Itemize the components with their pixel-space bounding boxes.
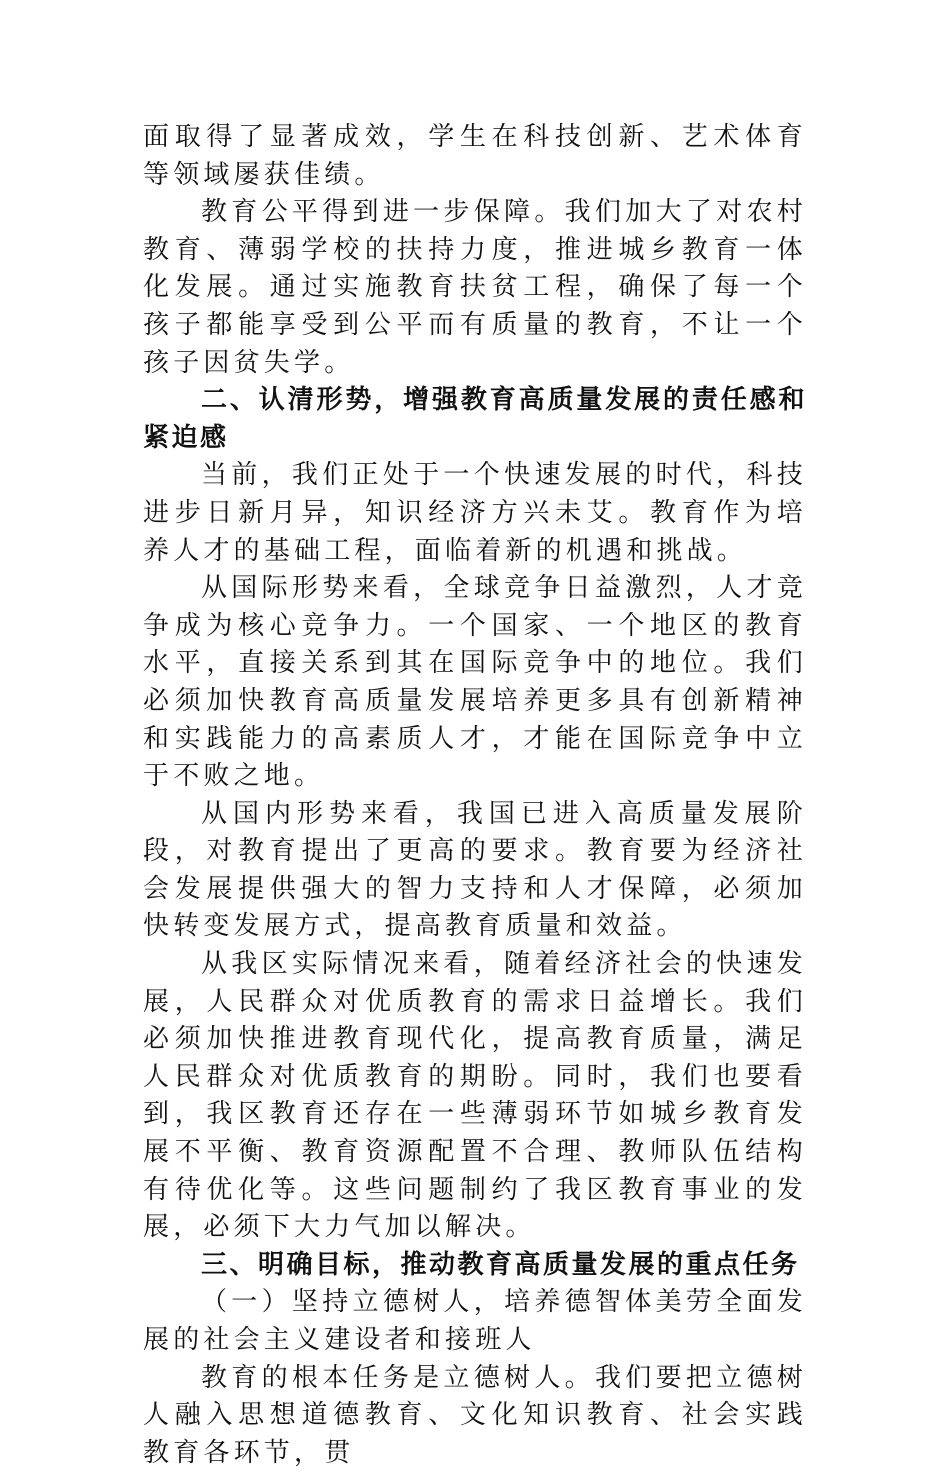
document-page — [143, 119, 807, 1472]
body-paragraph: 当前，我们正处于一个快速发展的时代，科技进步日新月异，知识经济方兴未艾。教育作为培养人才的基础工程，面临着新的机遇和挑战。 — [143, 460, 807, 566]
body-paragraph: 教育公平得到进一步保障。我们加大了对农村教育、薄弱学校的扶持力度，推进城乡教育一体化发展。通过实施教育扶贫工程，确保了每一个孩子都能享受到公平而有质量的教育，不让一个孩子因贫失学。 — [143, 197, 807, 378]
body-paragraph: 面取得了显著成效，学生在科技创新、艺术体育等领域屡获佳绩。 — [143, 122, 807, 190]
sub-heading: （一）坚持立德树人，培养德智体美劳全面发展的社会主义建设者和接班人 — [143, 1287, 807, 1355]
section-heading: 二、认清形势，增强教育高质量发展的责任感和紧迫感 — [143, 385, 807, 453]
body-paragraph: 从国际形势来看，全球竞争日益激烈，人才竞争成为核心竞争力。一个国家、一个地区的教育水平，直接关系到其在国际竞争中的地位。我们必须加快教育高质量发展培养更多具有创新精神和实践能力的高素质人才，才能在国际竞争中立于不败之地。 — [143, 573, 807, 792]
section-heading: 三、明确目标，推动教育高质量发展的重点任务 — [201, 1249, 800, 1280]
body-paragraph: 教育的根本任务是立德树人。我们要把立德树人融入思想道德教育、文化知识教育、社会实践教育各环节，贯 — [143, 1362, 807, 1468]
body-paragraph: 从我区实际情况来看，随着经济社会的快速发展，人民群众对优质教育的需求日益增长。我们必须加快推进教育现代化，提高教育质量，满足人民群众对优质教育的期盼。同时，我们也要看到，我区教育还存在一些薄弱环节如城乡教育发展不平衡、教育资源配置不合理、教师队伍结构有待优化等。这些问题制约了我区教育事业的发展，必须下大力气加以解决。 — [143, 949, 807, 1243]
body-paragraph: 从国内形势来看，我国已进入高质量发展阶段，对教育提出了更高的要求。教育要为经济社会发展提供强大的智力支持和人才保障，必须加快转变发展方式，提高教育质量和效益。 — [143, 798, 807, 942]
